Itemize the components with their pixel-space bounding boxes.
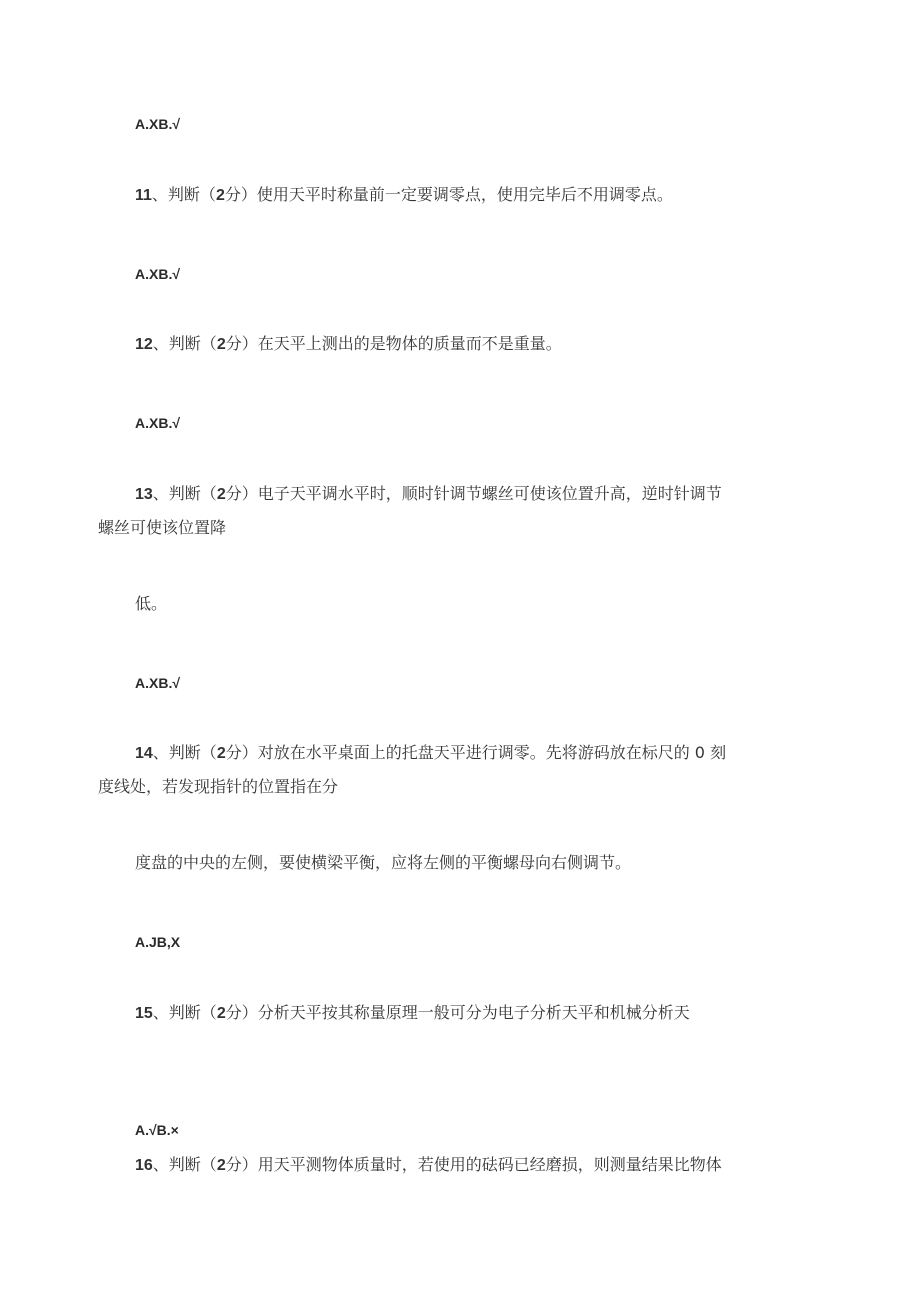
answer-options: A.XB.√ xyxy=(135,675,181,691)
question-13 xyxy=(135,484,722,505)
question-text: 分）对放在水平桌面上的托盘天平进行调零。先将游码放在标尺的 0 刻 xyxy=(225,743,727,762)
question-15 xyxy=(135,1003,690,1024)
question-score: 2 xyxy=(215,187,225,204)
question-number: 13 xyxy=(135,486,153,503)
question-number: 12 xyxy=(135,336,153,353)
question-text: 分）使用天平时称量前一定要调零点，使用完毕后不用调零点。 xyxy=(224,185,673,204)
question-continuation: 螺丝可使该位置降 xyxy=(98,518,227,537)
question-12 xyxy=(135,334,562,355)
question-prefix: 、判断（ xyxy=(152,1003,217,1022)
question-text: 分）用天平测物体质量时，若使用的砝码已经磨损，则测量结果比物体 xyxy=(225,1155,722,1174)
question-number: 15 xyxy=(135,1005,153,1022)
question-16 xyxy=(135,1155,722,1176)
answer-options: A.XB.√ xyxy=(135,266,181,282)
question-score: 2 xyxy=(216,336,226,353)
question-continuation: 低。 xyxy=(135,594,168,613)
question-score: 2 xyxy=(216,1005,226,1022)
answer-options: A.XB.√ xyxy=(135,415,181,431)
question-prefix: 、判断（ xyxy=(152,743,217,762)
question-text: 分）分析天平按其称量原理一般可分为电子分析天平和机械分析天 xyxy=(225,1003,690,1022)
answer-options: A.√B.× xyxy=(135,1122,179,1138)
question-prefix: 、判断（ xyxy=(152,484,217,503)
question-11 xyxy=(135,185,673,206)
question-prefix: 、判断（ xyxy=(151,185,216,204)
question-14 xyxy=(135,743,726,764)
question-prefix: 、判断（ xyxy=(152,334,217,353)
question-number: 14 xyxy=(135,745,153,762)
question-number: 16 xyxy=(135,1157,153,1174)
question-continuation: 度线处，若发现指针的位置指在分 xyxy=(98,777,339,796)
answer-options: A.JB,X xyxy=(135,934,181,950)
question-score: 2 xyxy=(216,486,226,503)
question-score: 2 xyxy=(216,1157,226,1174)
question-text: 分）在天平上测出的是物体的质量而不是重量。 xyxy=(225,334,562,353)
question-score: 2 xyxy=(216,745,226,762)
question-prefix: 、判断（ xyxy=(152,1155,217,1174)
question-continuation: 度盘的中央的左侧，要使横梁平衡，应将左侧的平衡螺母向右侧调节。 xyxy=(135,853,632,872)
answer-options: A.XB.√ xyxy=(135,116,181,132)
question-number: 11 xyxy=(135,187,152,204)
question-text: 分）电子天平调水平时，顺时针调节螺丝可使该位置升高，逆时针调节 xyxy=(225,484,722,503)
